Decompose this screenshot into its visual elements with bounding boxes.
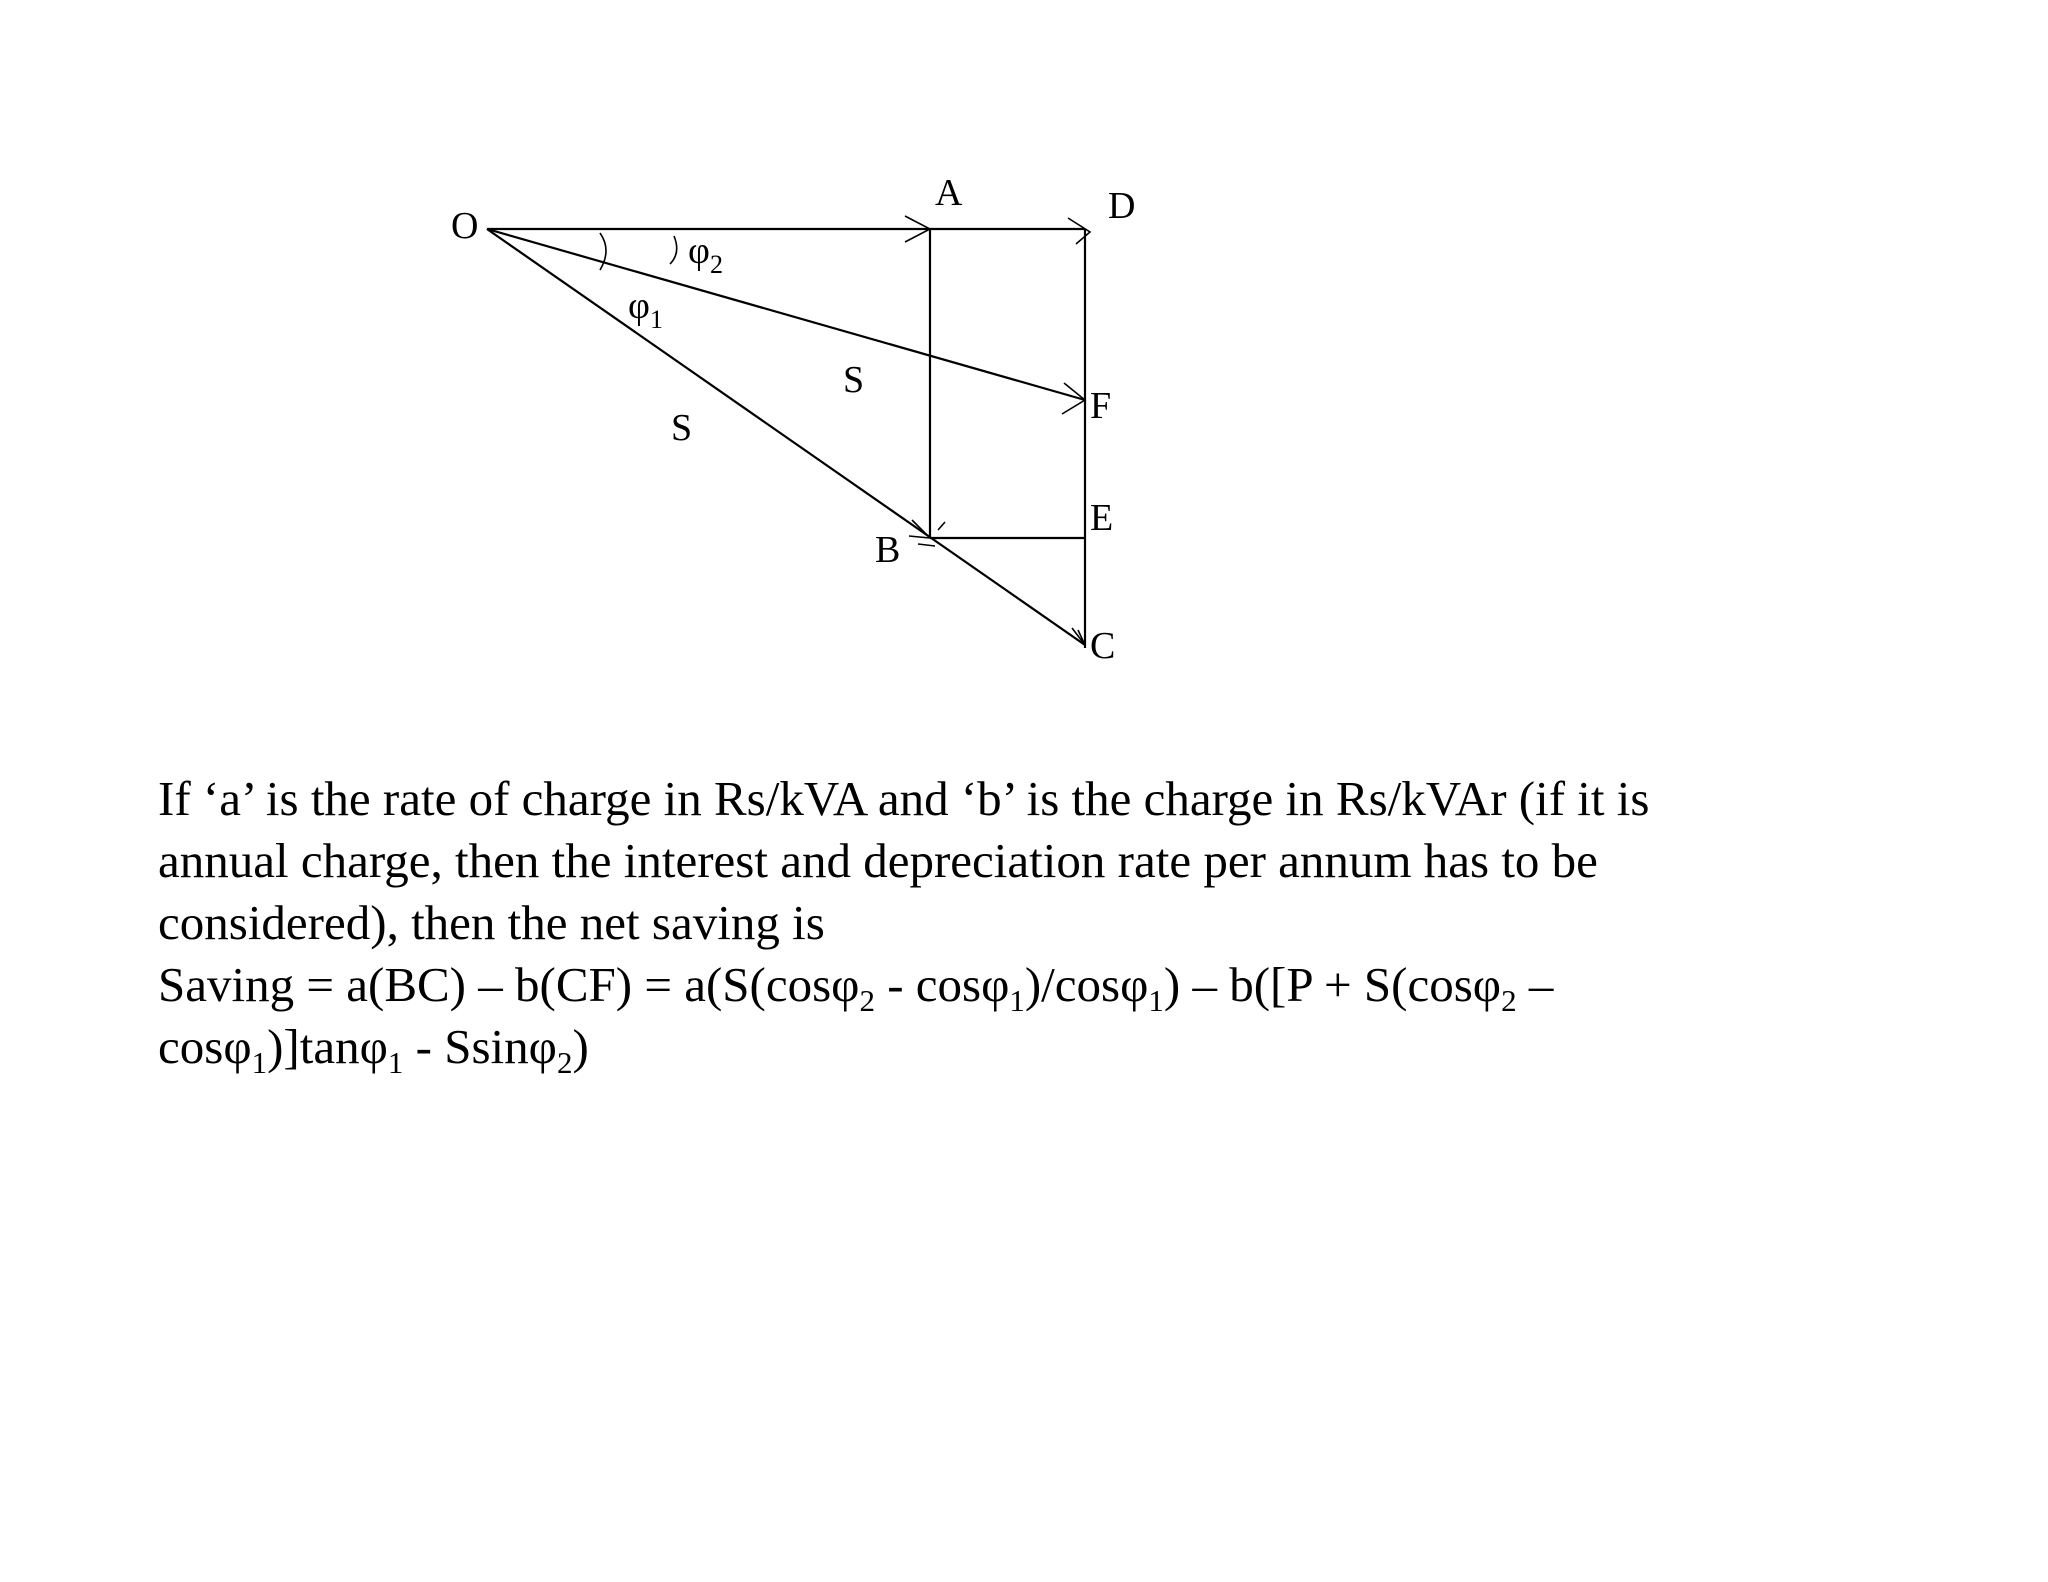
label-A: A	[935, 172, 963, 214]
tick-B	[918, 544, 935, 546]
label-F: F	[1090, 385, 1112, 427]
angle-arc-phi2	[670, 236, 677, 264]
paragraph-line-2: annual charge, then the interest and depreciation rate per annum has to be	[158, 833, 1598, 888]
label-phi1: $\varphi_1$	[628, 285, 663, 334]
label-C: C	[1090, 625, 1116, 667]
line-OC	[487, 229, 1085, 645]
label-S-lower: S	[671, 407, 693, 449]
paragraph-line-3: considered), then the net saving is	[158, 895, 825, 950]
label-E: E	[1090, 497, 1114, 539]
paragraph-line-1: If ‘a’ is the rate of charge in Rs/kVA and ‘b’ is the charge in Rs/kVAr (if it is	[158, 771, 1650, 826]
label-O: O	[451, 205, 479, 247]
tick-B2	[938, 522, 945, 530]
label-S-upper: S	[843, 359, 865, 401]
saving-formula: Saving = a(BC) – b(CF) = a(S(cosφ$_2$ - cosφ$_1$)/cosφ$_1$) – b([P + S(cosφ$_2$ – cosφ$_1$)]tanφ$_1$ - Ssinφ$_2$)	[158, 957, 1554, 1080]
angle-arc-phi1	[600, 233, 606, 270]
label-D: D	[1108, 185, 1136, 227]
saving-explanation	[158, 768, 1878, 1078]
arrow-head-D	[1068, 218, 1090, 244]
line-OF	[487, 229, 1085, 400]
label-phi2: $\varphi_2$	[688, 230, 723, 279]
label-B: B	[875, 529, 901, 571]
